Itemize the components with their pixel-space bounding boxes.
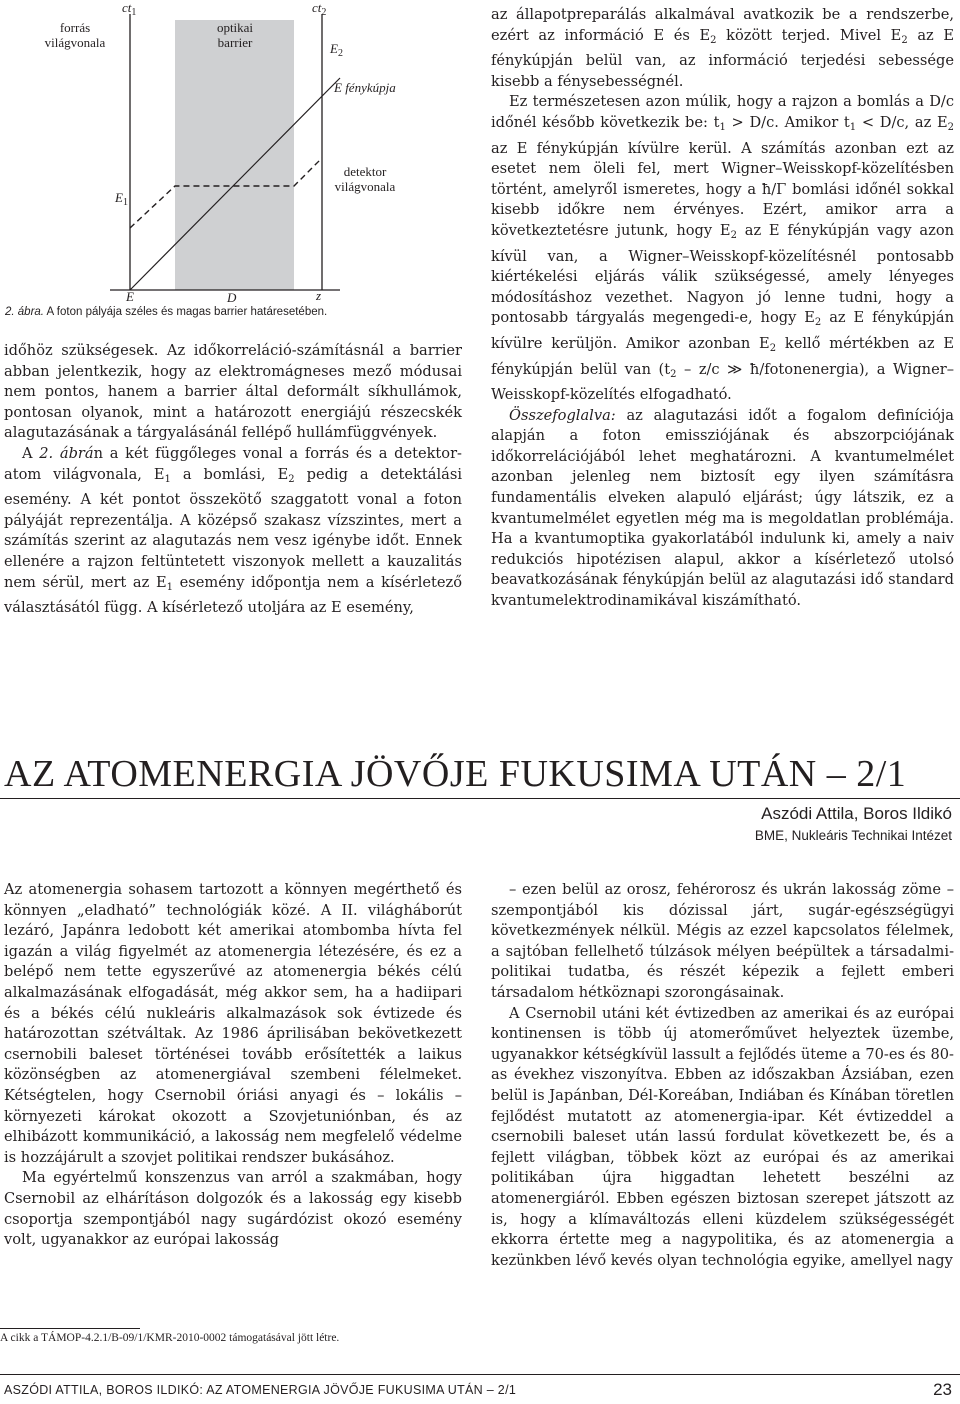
paragraph: az állapotpreparálás alkalmával avatkozik be a rendszerbe, ezért az információ E és $E_2$ között terjed. Mivel $E_2$ az E fénykúpján belül van, az információ terjedési sebessége kisebb a fénysebességnél. (491, 6, 955, 90)
article-title: AZ ATOMENERGIA JÖVŐJE FUKUSIMA UTÁN – 2/1 (4, 753, 907, 795)
paragraph: Ez természetesen azon múlik, hogy a rajzon a bomlás a D/c időnél később következik be: $t_1 > D/c$. Amikor $t_1 < D/c$, az $E_2$ az E fénykúpján kívülre kerül. A számítás azonban ezt az esetet nem öleli fel, mert Wigner–Weisskopf-közelítésben történt, amelyről ismeretes, hogy a ħ/Γ bomlási időnél sokkal kisebb időkre nem érvényes. Ezért, amikor arra a következtetésre jutunk, hogy $E_2$ az E fénykúpján vagy azon kívül van, a Wigner–Weisskopf-közelítésnél pontosabb kiértékelési eljárás válik szükségessé, amely lényeges módosításhoz vezethet. Nagyon jó lenne tudni, hogy a pontosabb tárgyalás megengedi-e, hogy $E_2$ az E fénykúpján kívülre kerüljön. Amikor azonban $E_2$ kellő mértékben az E fénykúpján belül van ($t_2 - z/c$ ≫ ħ/fotonenergia), a Wigner–Weisskopf-közelítés elfogadható. (491, 93, 955, 404)
left-bottom-column (4, 880, 462, 1251)
article-authors: Aszódi Attila, Boros Ildikó (761, 804, 952, 823)
paragraph: Összefoglalva: az alagutazási időt a fogalom definíciója alapján a foton emissziójának és abszorpciójának időkorrelációjából lehet meghatározni. A kvantumelmélet azonban jelenleg nem biztosít egy ilyen számításra fundamentális elveken alapuló eljárást; úgy látszik, ez a kvantumelmélet egyetlen még ma is megoldatlan problémája. Ha a kvantumoptika gyakorlatából indulunk ki, amely a naiv redukciós hipotézisen alapul, akkor a kísérletező utolsó beavatkozásának fénykúpján belül az alagutazási idő standard kvantumelektrodinamikával kiszámítható. (491, 406, 954, 610)
source-worldline-label: forrás világvonala (44, 20, 106, 50)
axis-e-label: E (126, 289, 134, 304)
running-title: ASZÓDI ATTILA, BOROS ILDIKÓ: AZ ATOMENERGIA JÖVŐJE FUKUSIMA UTÁN – 2/1 (4, 1383, 517, 1397)
footnote: A cikk a TÁMOP-4.2.1/B-09/1/KMR-2010-0002 támogatásával jött létre. (0, 1332, 340, 1344)
paragraph: Ma egyértelmű konszenzus van arról a szakmában, hogy Csernobil az elhárításon dolgozók és a lakosság egy kisebb csoportja szempontjából nagy sugárdózist okozó esemény volt, ugyanakkor az európai lakosság (4, 1169, 462, 1249)
article-affiliation: BME, Nukleáris Technikai Intézet (754, 828, 952, 843)
left-top-column (4, 341, 462, 619)
page-number: 23 (933, 1380, 952, 1399)
paragraph: A Csernobil utáni két évtizedben az amerikai és az európai kontinensen is több új atomerőművet helyeztek üzembe, ugyanakkor kétségkívül lassult a fejlődés üteme a 70-es és 80-as évekhez viszonyítva. Ebben az időszakban Ázsiában, ezen belül is Japánban, Dél-Koreában, Indiában és Kínában töretlen fejlődést mutatott az atomenergia-ipar. Két évtizeddel a csernobili baleset után lassú fordulat következett be, és a fejlett világban, többek közt az európai és az amerikai politikában újra higgadtan lehetett beszélni az atomenergiáról. Ebben egészen biztosan szerepet játszott az is, hogy a klímaváltozás elleni küzdelem szükségességét ekkorra értette meg a nagypolitika, és az atomenergia a kezünkben lévő kevés olyan technológia egyike, amellyel nagy (491, 1004, 954, 1269)
right-top-column (491, 5, 954, 612)
figure-caption: 2. ábra. A foton pályája széles és magas barrier határesetében. (5, 306, 328, 318)
e1-label: $E_1$ (115, 190, 128, 208)
light-cone-label: E fénykúpja (334, 80, 396, 95)
paragraph: – ezen belül az orosz, fehérorosz és ukrán lakosság zöme – szempontjából kis dózissal járt, sugár-egészségügyi következmények nélkül. Mégis az ezzel kapcsolatos félelmek, a sajtóban fellelhető túlzások mélyen beépültek a társadalmi-politikai tudatba, és részét képezik a fejlett emberi társadalom hétköznapi szorongásainak. (491, 881, 954, 1001)
detector-worldline-label: detektor világvonala (334, 164, 396, 194)
footnote-rule (0, 1328, 140, 1329)
paragraph: A 2. ábrán a két függőleges vonal a forrás és a detektor-atom világvonala, $E_1$ a bomlási, $E_2$ pedig a detektálási esemény. A két pontot összekötő szaggatott vonal a foton pályáját reprezentálja. A középső szakasz vízszintes, mert a számítás szerint az alagutazás nem vesz igénybe időt. Ennek ellenére a rajzon feltüntetett viszonyok mellett a kauzalitás nem sérül, mert az $E_1$ esemény időpontja nem a kísérletező választásától függ. A kísérletező utoljára az E esemény, (4, 444, 462, 617)
ct2-label: $ct_2$ (312, 0, 327, 18)
paragraph: időhöz szükségesek. Az időkorreláció-számításnál a barrier abban jelentkezik, hogy az elektromágneses mező módusai nem pontos, hanem a barrier által deformált síkhullámok, pontosan olyanok, mint a határozott energiájú részecskék alagutazásának a tárgyalásánál fellépő hullámfüggvények. (4, 342, 462, 442)
barrier-region (175, 20, 294, 290)
axis-z-label: z (316, 288, 322, 303)
right-bottom-column (491, 880, 954, 1271)
axis-d-label: D (227, 290, 237, 305)
paragraph: Az atomenergia sohasem tartozott a könnyen megérthető és könnyen „eladható” technológiák közé. A II. világháborút lezáró, Japánra ledobott két amerikai atombomba hívta fel igazán a világ figyelmét az atomenergia létezésére, és ez a belépő nem tette egyszerűvé az atomenergia békés célú alkalmazásának elfogadását, még akkor sem, ha a hadiipari és a békés célú nukleáris alkalmazások sok évtizede és határozottan szétváltak. Az 1986 áprilisában bekövetkezett csernobili baleset történései tovább erősítették a laikus közönségben az atomenergiával szembeni félelmeket. Kétségtelen, hogy Csernobil óriási anyagi és – lokális – környezeti károkat okozott a Szovjetuniónban, és az elhibázott kommunikáció, a lakosság nem megfelelő védelme is hozzájárult a szovjet politikai rendszer bukásához. (4, 881, 462, 1166)
ct1-label: $ct_1$ (122, 0, 137, 18)
footer-rule (0, 1374, 960, 1375)
title-rule (0, 798, 960, 799)
e2-label: $E_2$ (330, 41, 343, 59)
barrier-label: optikai barrier (216, 20, 254, 50)
